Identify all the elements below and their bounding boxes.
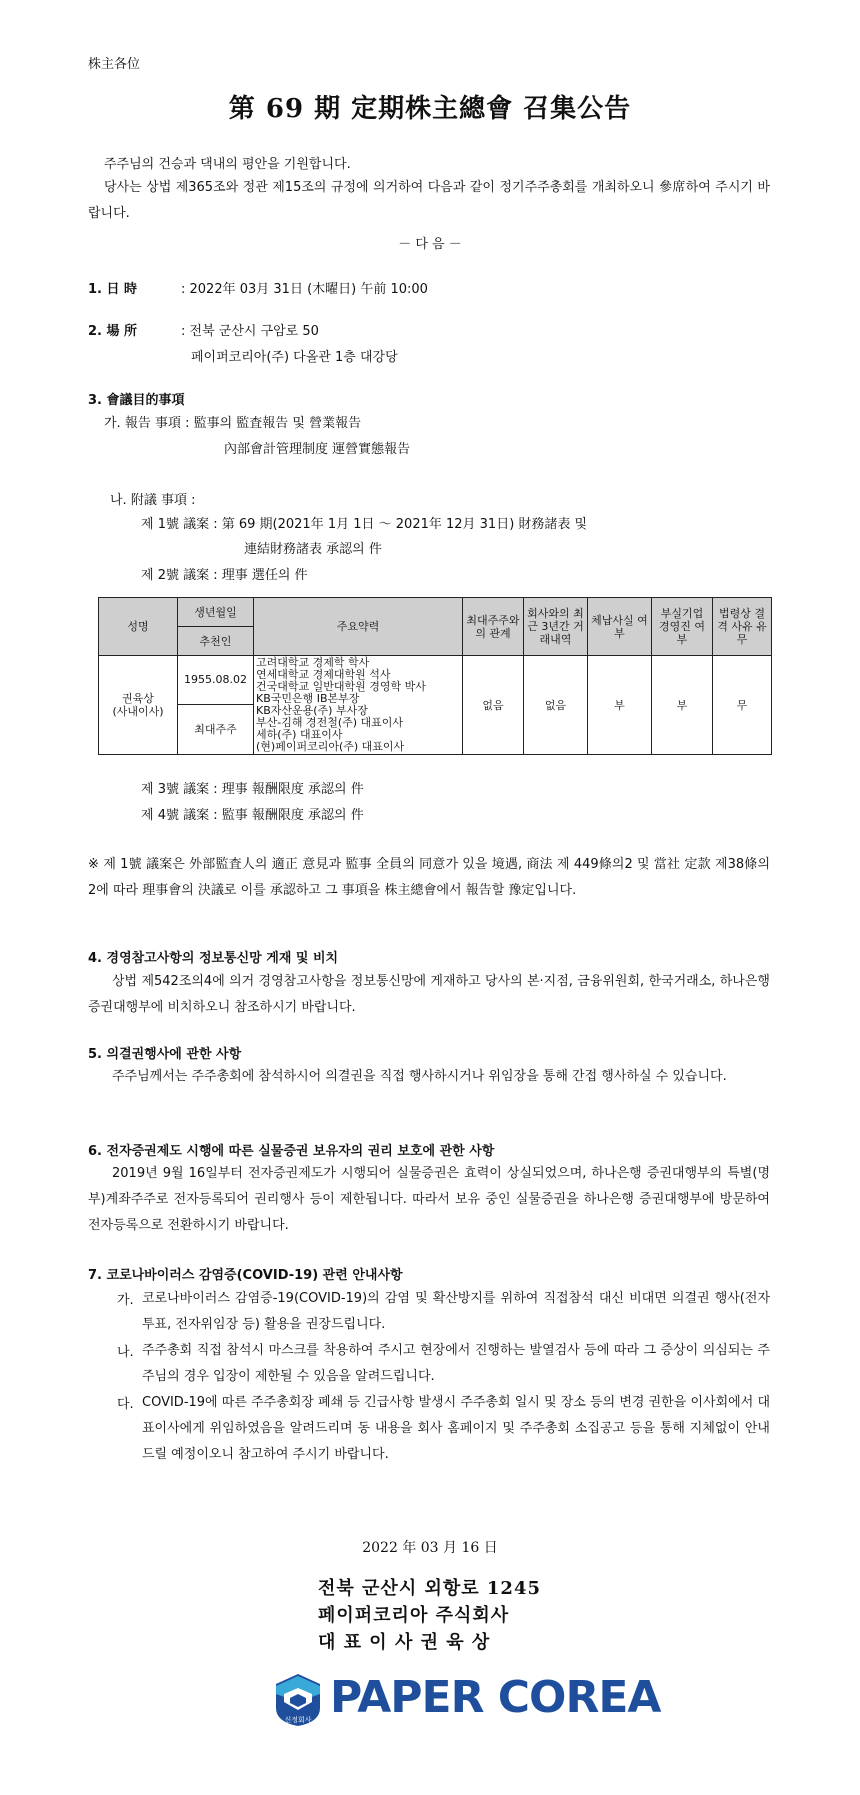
- company-address: 전북 군산시 외항로 1245: [318, 1578, 542, 1599]
- cell-arrears: 부: [588, 656, 652, 755]
- agenda-heading: 3. 會議目的事項: [88, 393, 185, 408]
- career-item: KB국민은행 IB본부장: [256, 692, 360, 705]
- cell-career: [254, 656, 463, 755]
- section-7-b-label: 나.: [117, 1345, 134, 1360]
- career-item: (현)페이퍼코리아(주) 대표이사: [256, 740, 405, 753]
- resolution-1: 제 1號 議案 : 第 69 期(2021年 1月 1日 ～ 2021年 12月 31日) 財務諸表 및: [141, 517, 588, 532]
- logo-emblem-icon: [272, 1672, 324, 1728]
- header-name: 성명: [99, 598, 178, 656]
- cell-recommender: 최대주주: [178, 704, 254, 754]
- cell-disqualify: 무: [713, 656, 772, 755]
- cell-name: [99, 656, 178, 755]
- place-value-2: 페이퍼코리아(주) 다올관 1층 대강당: [191, 350, 398, 365]
- recipient: 株主各位: [88, 57, 141, 72]
- section-4-body: 상법 제542조의4에 의거 경영참고사항을 정보통신망에 게재하고 당사의 본·지점, 금융위원회, 한국거래소, 하나은행 증권대행부에 비치하오니 참조하시기 바랍니다.: [88, 974, 770, 1015]
- header-disqualify: 법령상 결격 사유 유무: [713, 598, 772, 656]
- header-arrears: 체납사실 여부: [588, 598, 652, 656]
- career-item: 부산-김해 경전철(주) 대표이사: [256, 716, 404, 729]
- section-5-body: 주주님께서는 주주총회에 참석하시어 의결권을 직접 행사하시거나 위임장을 통해 간접 행사하실 수 있습니다.: [112, 1069, 727, 1084]
- place-label: 2. 場 所: [88, 324, 138, 339]
- section-7-heading: 7. 코로나바이러스 감염증(COVID-19) 관련 안내사항: [88, 1268, 403, 1283]
- logo-wordmark: PAPER COREA: [330, 1672, 661, 1723]
- header-career: 주요약력: [254, 598, 463, 656]
- resolution-4: 제 4號 議案 : 監事 報酬限度 承認의 件: [141, 808, 364, 823]
- date-label: 1. 日 時: [88, 282, 138, 297]
- section-5-heading: 5. 의결권행사에 관한 사항: [88, 1047, 242, 1062]
- company-logo: [272, 1672, 661, 1728]
- section-7-c: COVID-19에 따른 주주총회장 폐쇄 등 긴급사항 발생시 주주총회 일시 및 장소 등의 변경 권한을 이사회에서 대표이사에게 위임하였음을 알려드리며 동 내용을 회사 홈페이지 및 주주총회 소집공고 등을 통해 지체없이 안내드릴 예정이오니 참고하여 주시기 바랍니다.: [142, 1395, 770, 1462]
- career-item: KB자산운용(주) 부사장: [256, 704, 368, 717]
- report-items: 가. 報告 事項 : 監事의 監査報告 및 營業報告: [104, 416, 362, 431]
- cell-birth: 1955.08.02: [178, 656, 254, 705]
- header-birth: 생년월일: [178, 598, 254, 627]
- section-7-a-label: 가.: [117, 1293, 134, 1308]
- cell-insolvent: 부: [652, 656, 713, 755]
- report-items-2: 內部會計管理制度 運營實態報告: [224, 442, 411, 457]
- header-recommender: 추천인: [178, 627, 254, 656]
- candidate-name: 권육상: [122, 692, 154, 705]
- date-value: : 2022年 03月 31日 (木曜日) 午前 10:00: [181, 282, 428, 297]
- header-relation: 최대주주와의 관계: [463, 598, 524, 656]
- candidate-table: [98, 597, 772, 755]
- cell-transactions: 없음: [524, 656, 588, 755]
- divider-text: － 다 음 －: [398, 237, 462, 252]
- section-6-heading: 6. 전자증권제도 시행에 따른 실물증권 보유자의 권리 보호에 관한 사항: [88, 1144, 495, 1159]
- resolution-heading: 나. 附議 事項 :: [110, 493, 196, 508]
- career-item: 연세대학교 경제대학원 석사: [256, 668, 391, 681]
- career-item: 세하(주) 대표이사: [256, 728, 343, 741]
- resolution-2: 제 2號 議案 : 理事 選任의 件: [141, 568, 308, 583]
- greeting-line-2: 당사는 상법 제365조와 정관 제15조의 규정에 의거하여 다음과 같이 정기주주총회를 개최하오니 參席하여 주시기 바랍니다.: [88, 180, 770, 221]
- candidate-role: (사내이사): [112, 705, 164, 718]
- note-text: ※ 제 1號 議案은 外部監査人의 適正 意見과 監事 全員의 同意가 있을 境遇, 商法 제 449條의2 및 當社 定款 제38條의 2에 따라 理事會의 決議로 이를 承認하고 그 事項을 株主總會에서 報告할 豫定입니다.: [88, 857, 770, 898]
- logo-seal-text: 신정회사: [284, 1716, 312, 1724]
- section-7-a: 코로나바이러스 감염증-19(COVID-19)의 감염 및 확산방지를 위하여 직접참석 대신 비대면 의결권 행사(전자투표, 전자위임장 등) 활용을 권장드립니다.: [142, 1291, 770, 1332]
- header-insolvent: 부실기업 경영진 여부: [652, 598, 713, 656]
- section-4-heading: 4. 경영참고사항의 정보통신망 게재 및 비치: [88, 951, 339, 966]
- company-name: 페이퍼코리아 주식회사: [318, 1605, 510, 1626]
- career-item: 건국대학교 일반대학원 경영학 박사: [256, 680, 426, 693]
- career-item: 고려대학교 경제학 학사: [256, 656, 370, 669]
- notice-date: 2022 年 03 月 16 日: [362, 1540, 498, 1556]
- header-transactions: 회사와의 최근 3년간 거래내역: [524, 598, 588, 656]
- section-7-b: 주주총회 직접 참석시 마스크를 착용하여 주시고 현장에서 진행하는 발열검사 등에 따라 그 증상이 의심되는 주주님의 경우 입장이 제한될 수 있음을 알려드립니다.: [142, 1343, 770, 1384]
- place-value-1: : 전북 군산시 구암로 50: [181, 324, 319, 339]
- page-title: 第 69 期 定期株主總會 召集公告: [228, 94, 632, 124]
- resolution-1-cont: 連結財務諸表 承認의 件: [244, 542, 382, 557]
- greeting-line-1: 주주님의 건승과 댁내의 평안을 기원합니다.: [104, 157, 351, 172]
- section-6-body: 2019년 9월 16일부터 전자증권제도가 시행되어 실물증권은 효력이 상실되었으며, 하나은행 증권대행부의 특별(명부)계좌주주로 전자등록되어 권리행사 등이 제한됩니다. 따라서 보유 중인 실물증권을 하나은행 증권대행부에 방문하여 전자등록으로 전환하시기 바랍니다.: [88, 1166, 770, 1233]
- resolution-3: 제 3號 議案 : 理事 報酬限度 承認의 件: [141, 782, 364, 797]
- section-7-c-label: 다.: [117, 1397, 134, 1412]
- cell-relation: 없음: [463, 656, 524, 755]
- ceo-signature: 대 표 이 사 권 육 상: [318, 1632, 491, 1653]
